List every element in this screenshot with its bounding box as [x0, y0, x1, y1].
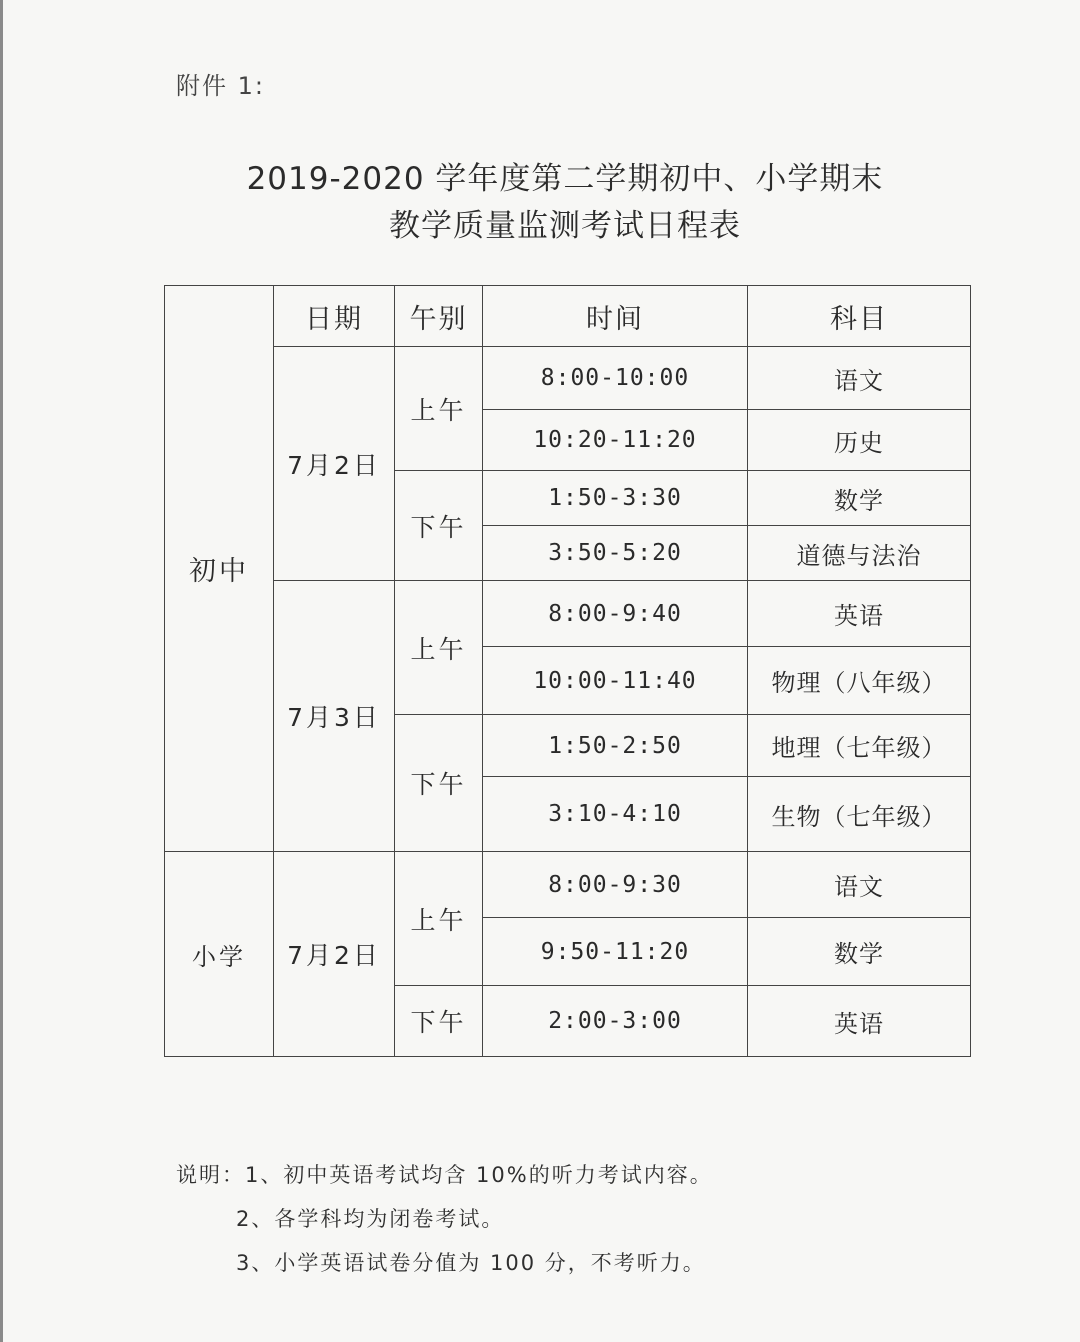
time-cell: 2:00-3:00 [483, 986, 748, 1057]
subject-cell: 语文 [748, 852, 971, 918]
table-row [165, 347, 971, 410]
time-cell: 3:50-5:20 [483, 526, 748, 581]
subject-cell: 物理（八年级） [748, 647, 971, 715]
period-cell: 下午 [395, 986, 483, 1057]
period-cell: 下午 [395, 715, 483, 852]
header-period: 午别 [395, 286, 483, 347]
time-cell: 10:20-11:20 [483, 410, 748, 471]
time-cell: 9:50-11:20 [483, 918, 748, 986]
header-time: 时间 [483, 286, 748, 347]
subject-cell: 英语 [748, 581, 971, 647]
date-cell: 7月3日 [274, 581, 395, 852]
subject-cell: 历史 [748, 410, 971, 471]
note-line-3: 3、小学英语试卷分值为 100 分，不考听力。 [236, 1251, 706, 1275]
header-date: 日期 [274, 286, 395, 347]
notes-section [176, 1153, 713, 1285]
time-cell: 3:10-4:10 [483, 777, 748, 852]
note-line-1: 说明：1、初中英语考试均含 10%的听力考试内容。 [176, 1163, 713, 1187]
period-cell: 上午 [395, 347, 483, 471]
level-cell-primary: 小学 [165, 852, 274, 1057]
subject-cell: 地理（七年级） [748, 715, 971, 777]
page-edge [0, 0, 3, 1342]
subject-cell: 语文 [748, 347, 971, 410]
note-line-2: 2、各学科均为闭卷考试。 [236, 1207, 505, 1231]
table-header-row [165, 286, 971, 347]
subject-cell: 道德与法治 [748, 526, 971, 581]
time-cell: 1:50-3:30 [483, 471, 748, 526]
table-row [165, 581, 971, 647]
period-cell: 上午 [395, 852, 483, 986]
time-cell: 8:00-9:30 [483, 852, 748, 918]
attachment-label: 附件 1: [176, 72, 265, 100]
subject-cell: 数学 [748, 918, 971, 986]
date-cell: 7月2日 [274, 347, 395, 581]
level-cell-junior: 初中 [165, 286, 274, 852]
time-cell: 10:00-11:40 [483, 647, 748, 715]
exam-schedule-table [164, 285, 971, 1057]
time-cell: 8:00-9:40 [483, 581, 748, 647]
period-cell: 上午 [395, 581, 483, 715]
header-subject: 科目 [748, 286, 971, 347]
subject-cell: 英语 [748, 986, 971, 1057]
table-row [165, 852, 971, 918]
period-cell: 下午 [395, 471, 483, 581]
date-cell: 7月2日 [274, 852, 395, 1057]
time-cell: 8:00-10:00 [483, 347, 748, 410]
document-title-line-2: 教学质量监测考试日程表 [389, 208, 741, 244]
time-cell: 1:50-2:50 [483, 715, 748, 777]
document-title-line-1: 2019-2020 学年度第二学期初中、小学期末 [246, 161, 884, 197]
subject-cell: 数学 [748, 471, 971, 526]
subject-cell: 生物（七年级） [748, 777, 971, 852]
